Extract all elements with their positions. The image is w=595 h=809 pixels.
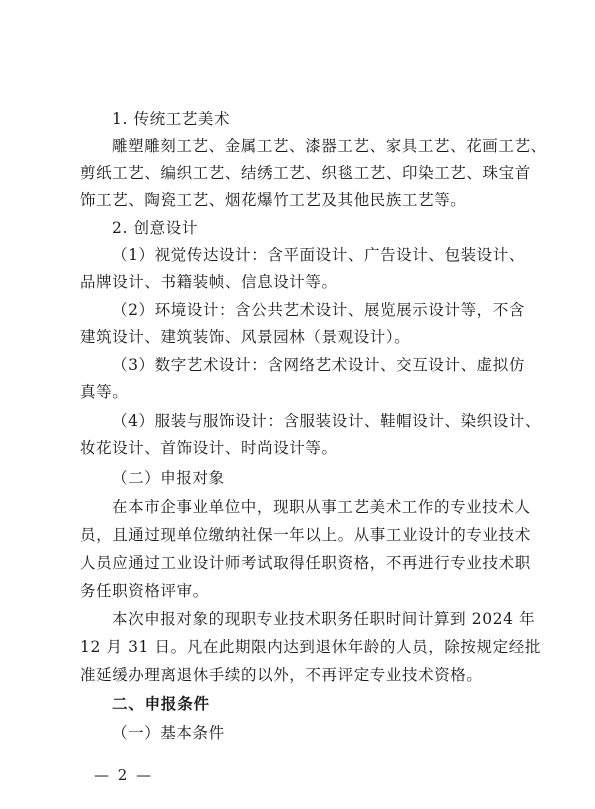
section-heading-conditions: 二、申报条件: [112, 695, 210, 713]
paragraph-line: 品牌设计、书籍装帧、信息设计等。: [80, 273, 338, 291]
paragraph-line: 务任职资格评审。: [80, 582, 209, 600]
paragraph-line: 妆花设计、首饰设计、时尚设计等。: [80, 439, 338, 457]
paragraph-line: 剪纸工艺、编织工艺、结绣工艺、织毯工艺、印染工艺、珠宝首: [80, 164, 531, 182]
paragraph-line: 12 月 31 日。凡在此期限内达到退休年龄的人员，除按规定经批: [80, 638, 541, 656]
paragraph-line: （1）视觉传达设计：含平面设计、广告设计、包装设计、: [112, 246, 525, 264]
paragraph-line: 建筑设计、建筑装饰、风景园林（景观设计）。: [80, 328, 411, 346]
paragraph-line: 员，且通过现单位缴纳社保一年以上。从事工业设计的专业技术: [80, 526, 531, 544]
paragraph-line: （3）数字艺术设计：含网络艺术设计、交互设计、虚拟仿: [112, 356, 525, 374]
paragraph-line: 本次申报对象的现职专业技术职务任职时间计算到 2024 年: [112, 610, 536, 628]
paragraph-line: 在本市企事业单位中，现职从事工艺美术工作的专业技术人: [112, 498, 531, 516]
page-number: — 2 —: [94, 766, 154, 784]
paragraph-line: （4）服装与服饰设计：含服装设计、鞋帽设计、染织设计、: [112, 412, 542, 430]
heading-applicants: （二）申报对象: [112, 469, 225, 487]
paragraph-line: 准延缓办理离退休手续的以外，不再评定专业技术资格。: [80, 666, 483, 684]
heading-basic-conditions: （一）基本条件: [112, 724, 225, 742]
heading-creative-design: 2. 创意设计: [112, 219, 198, 237]
paragraph-line: 真等。: [80, 383, 129, 401]
paragraph-line: （2）环境设计：含公共艺术设计、展览展示设计等，不含: [112, 301, 525, 319]
paragraph-line: 人员应通过工业设计师考试取得任职资格，不再进行专业技术职: [80, 554, 531, 572]
paragraph-line: 雕塑雕刻工艺、金属工艺、漆器工艺、家具工艺、花画工艺、: [112, 137, 547, 155]
paragraph-line: 饰工艺、陶瓷工艺、烟花爆竹工艺及其他民族工艺等。: [80, 191, 467, 209]
heading-traditional-crafts: 1. 传统工艺美术: [112, 110, 231, 128]
